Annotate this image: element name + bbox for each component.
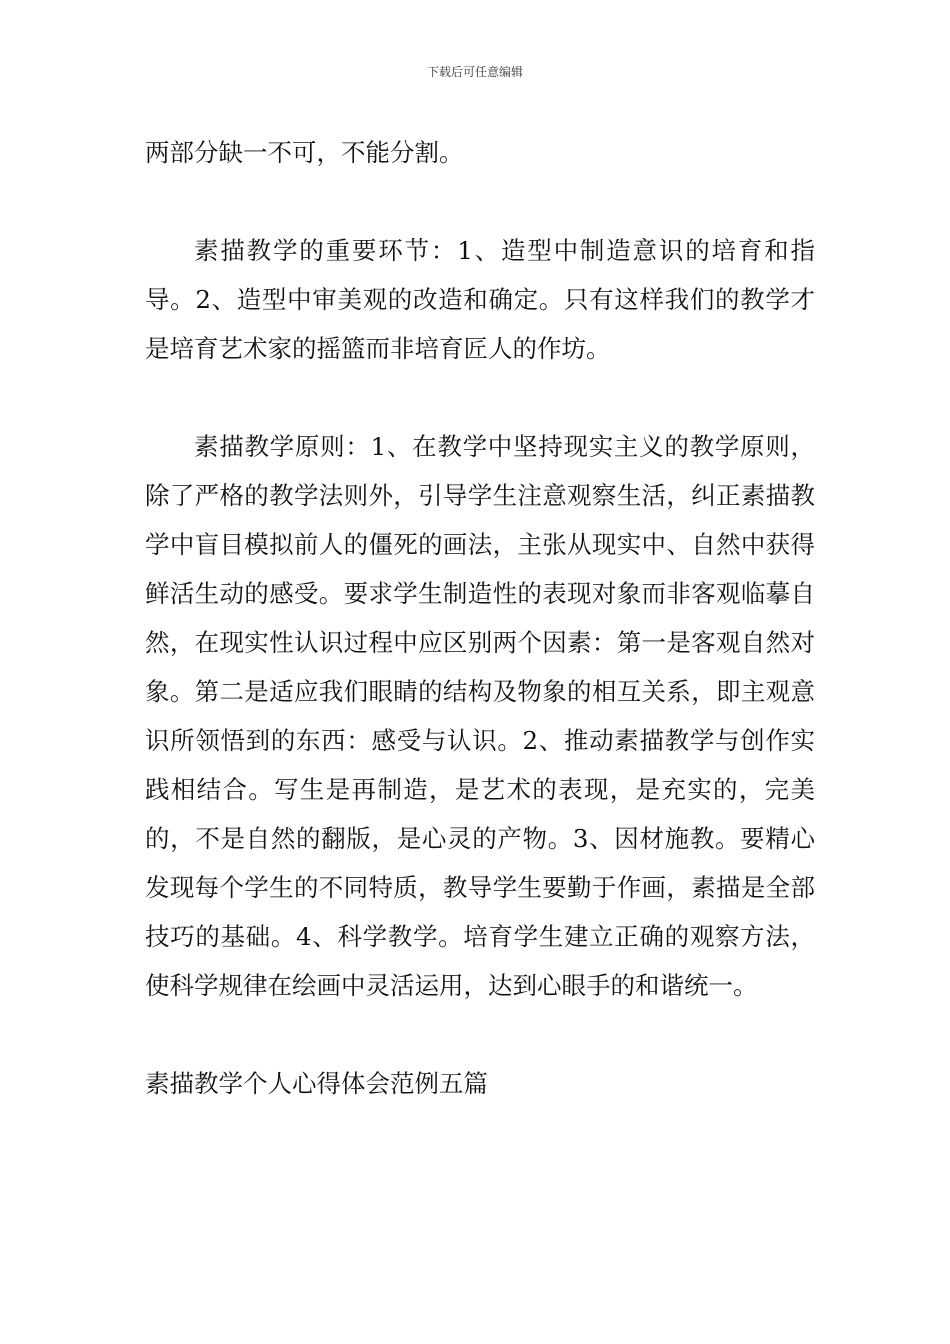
paragraph-teaching-principles: 素描教学原则：1、在教学中坚持现实主义的教学原则，除了严格的教学法则外，引导学生注意观察生活，纠正素描教学中盲目模拟前人的僵死的画法，主张从现实中、自然中获得鲜活生动的感受。要求学生制造性的表现对象而非客观临摹自然，在现实性认识过程中应区别两个因素：第一是客观自然对象。第二是适应我们眼睛的结构及物象的相互关系，即主观意识所领悟到的东西：感受与认识。2、推动素描教学与创作实践相结合。写生是再制造，是艺术的表现，是充实的，完美的，不是自然的翻版，是心灵的产物。3、因材施教。要精心发现每个学生的不同特质，教导学生要勤于作画，素描是全部技巧的基础。4、科学教学。培育学生建立正确的观察方法，使科学规律在绘画中灵活运用，达到心眼手的和谐统一。 — [145, 432, 815, 1000]
paragraph-key-steps: 素描教学的重要环节：1、造型中制造意识的培育和指导。2、造型中审美观的改造和确定。只有这样我们的教学才是培育艺术家的摇篮而非培育匠人的作坊。 — [145, 236, 815, 363]
section-heading: 素描教学个人心得体会范例五篇 — [145, 1069, 488, 1098]
document-body — [145, 128, 815, 1108]
page-header: 下载后可任意编辑 — [426, 65, 523, 79]
paragraph-continuation: 两部分缺一不可，不能分割。 — [145, 138, 464, 167]
